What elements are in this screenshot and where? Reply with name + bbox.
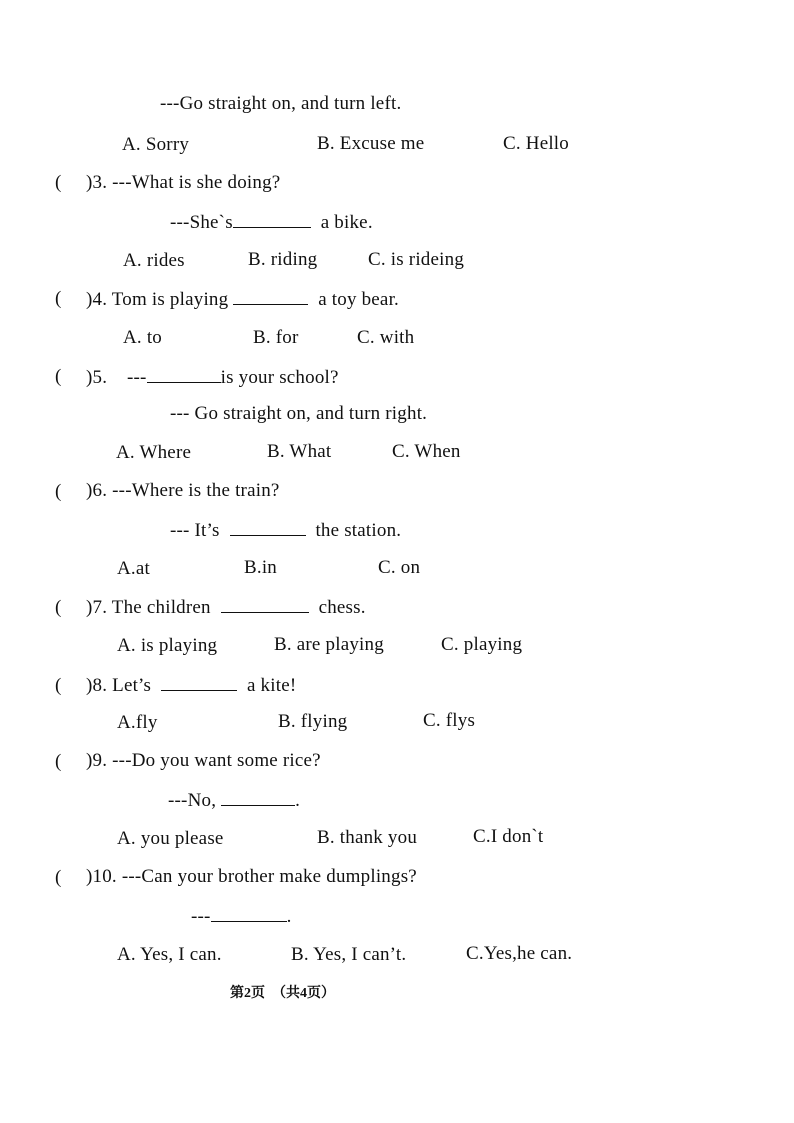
q4-question-pre: Tom is playing xyxy=(111,289,229,310)
q4-question xyxy=(86,288,399,311)
q3-blank xyxy=(233,211,311,228)
q4-open-paren: ( xyxy=(55,288,62,309)
q5-answer: --- Go straight on, and turn right. xyxy=(170,403,428,424)
q10-open-paren: ( xyxy=(55,867,62,888)
footer-total-pages: （共4页） xyxy=(272,986,335,1001)
q10-answer-post: . xyxy=(286,906,292,927)
q6-answer-post: the station. xyxy=(315,520,402,541)
q4-blank xyxy=(233,288,308,305)
q10-option-c: C.Yes,he can. xyxy=(466,943,573,964)
q3-option-b: B. riding xyxy=(248,249,318,270)
q10-blank xyxy=(211,905,287,922)
q9-question xyxy=(86,750,321,772)
q4-number: )4. xyxy=(86,289,108,310)
q3-option-c: C. is rideing xyxy=(368,249,465,270)
q2-option-c: C. Hello xyxy=(503,133,569,154)
q10-answer-pre: --- xyxy=(191,906,211,927)
q7-open-paren: ( xyxy=(55,597,62,618)
q10-question-text: ---Can your brother make dumplings? xyxy=(121,866,417,887)
q3-number: )3. xyxy=(86,172,108,193)
q6-question-text: ---Where is the train? xyxy=(112,480,280,501)
footer-page-number: 第2页 xyxy=(230,986,265,1001)
q9-answer-post: . xyxy=(295,790,301,811)
q6-blank xyxy=(230,519,306,536)
q7-option-c: C. playing xyxy=(441,634,523,655)
q6-number: )6. xyxy=(86,480,108,501)
q10-answer xyxy=(191,905,292,928)
q7-number: )7. xyxy=(86,597,108,618)
q9-answer-pre: ---No, xyxy=(168,790,217,811)
q9-option-a: A. you please xyxy=(117,828,224,849)
q6-answer xyxy=(170,519,401,542)
q9-blank xyxy=(221,789,295,806)
q9-question-text: ---Do you want some rice? xyxy=(112,750,321,771)
q8-open-paren: ( xyxy=(55,675,62,696)
q6-option-b: B.in xyxy=(244,557,278,578)
q4-question-post: a toy bear. xyxy=(318,289,399,310)
q4-option-c: C. with xyxy=(357,327,415,348)
q8-question-pre: Let’s xyxy=(112,675,152,696)
q7-blank xyxy=(221,596,309,613)
q8-option-b: B. flying xyxy=(278,711,348,732)
q9-option-c: C.I don`t xyxy=(473,826,544,847)
q8-option-c: C. flys xyxy=(423,710,476,731)
q9-answer xyxy=(168,789,300,812)
q8-question xyxy=(86,674,296,697)
q5-option-b: B. What xyxy=(267,441,332,462)
q5-option-a: A. Where xyxy=(116,442,192,463)
q7-option-b: B. are playing xyxy=(274,634,384,655)
q4-option-b: B. for xyxy=(253,327,299,348)
q6-question xyxy=(86,480,280,502)
q7-question-pre: The children xyxy=(111,597,211,618)
q5-question-pre: --- xyxy=(127,367,147,388)
q9-option-b: B. thank you xyxy=(317,827,418,848)
q9-open-paren: ( xyxy=(55,751,62,772)
q8-number: )8. xyxy=(86,675,108,696)
q4-option-a: A. to xyxy=(123,327,162,348)
q5-question-post: is your school? xyxy=(220,367,339,388)
page-footer xyxy=(230,985,335,1003)
q6-option-c: C. on xyxy=(378,557,421,578)
q10-option-b: B. Yes, I can’t. xyxy=(291,944,407,965)
q10-question xyxy=(86,866,417,888)
q5-number: )5. xyxy=(86,367,108,388)
q7-option-a: A. is playing xyxy=(117,635,218,656)
q10-option-a: A. Yes, I can. xyxy=(117,944,222,965)
q6-answer-pre: --- It’s xyxy=(170,520,220,541)
q2-option-a: A. Sorry xyxy=(122,134,190,155)
q8-question-post: a kite! xyxy=(246,675,297,696)
q5-open-paren: ( xyxy=(55,366,62,387)
q3-answer-post: a bike. xyxy=(320,212,373,233)
q5-blank xyxy=(147,366,221,383)
q5-option-c: C. When xyxy=(392,441,461,462)
q10-number: )10. xyxy=(86,866,117,887)
q7-question xyxy=(86,596,366,619)
q3-answer-pre: ---She`s xyxy=(170,212,233,233)
q6-open-paren: ( xyxy=(55,481,62,502)
q2-answer: ---Go straight on, and turn left. xyxy=(160,93,402,114)
q8-blank xyxy=(161,674,237,691)
q6-option-a: A.at xyxy=(117,558,150,579)
q3-question-text: ---What is she doing? xyxy=(112,172,281,193)
q5-question xyxy=(86,366,339,389)
q8-option-a: A.fly xyxy=(117,712,158,733)
q3-open-paren: ( xyxy=(55,172,62,193)
q2-option-b: B. Excuse me xyxy=(317,133,425,154)
q3-question xyxy=(86,172,280,194)
q9-number: )9. xyxy=(86,750,108,771)
q3-answer xyxy=(170,211,373,234)
q7-question-post: chess. xyxy=(318,597,366,618)
q3-option-a: A. rides xyxy=(123,250,185,271)
